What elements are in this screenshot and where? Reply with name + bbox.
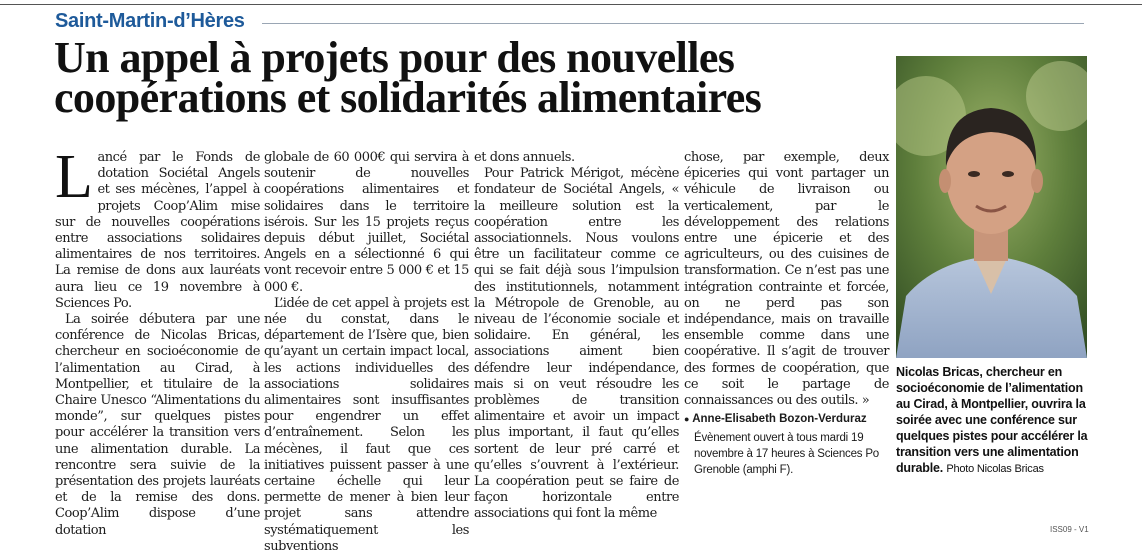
photo-caption <box>896 364 1088 477</box>
article-column-2 <box>264 150 469 555</box>
paragraph: et dons annuels. <box>474 150 575 165</box>
caption-text: Nicolas Bricas, chercheur en socioéconomie de l’alimentation au Cirad, à Montpellier, ouvrira la soirée avec une conférence sur quelques pistes pour accélérer la transition vers une alimentation durable. <box>896 365 1088 475</box>
article-column-1 <box>55 143 260 539</box>
paragraph: chose, par exemple, deux épiceries qui vont partager un véhicule de livraison ou verticalement, par le développement des relations entre une épicerie et des agriculteurs, ou des cuisines de transformation. Ce n’est pas une intégration contrainte et forcée, on ne perd pas son indépendance, mais on travaille ensemble comme dans une coopérative. Il s’agit de trouver des formes de coopération, que ce soit le partage de connaissances ou des outils. » <box>684 150 889 409</box>
portrait-photo <box>896 56 1087 358</box>
event-info: Évènement ouvert à tous mardi 19 novembre à 17 heures à Sciences Po Grenoble (amphi F). <box>694 432 879 477</box>
top-rule <box>0 4 1142 5</box>
article-headline: Un appel à projets pour des nouvelles coopérations et solidarités alimentaires <box>54 33 762 122</box>
rubric-rule <box>262 23 1084 24</box>
author-name: Anne-Elisabeth Bozon-Verduraz <box>692 413 867 426</box>
article-column-4 <box>684 150 889 478</box>
paragraph: L’idée de cet appel à projets est née du constat, dans le département de l’Isère que, bien qu’ayant un certain impact local, les actions individuelles des associations solidaires alimentaires sont insuffisantes pour engendrer un effet d’entraînement. Selon les mécènes, il faut que ces initiatives puissent passer à une certaine échelle qui leur permette de mener à bien leur projet sans attendre systématiquement les subventions <box>264 295 469 554</box>
paragraph: Pour Patrick Mérigot, mécène fondateur de Sociétal Angels, « la meilleure solution est la coopération entre les associationnels. Nous voulons être un facilitateur comme ce qui se fait déjà sous l’impulsion des institutionnels, notamment la Métropole de Grenoble, au niveau de l’économie sociale et solidaire. En général, les associations aiment bien défendre leur indépendance, mais si on veut résoudre les problèmes de transition alimentaire et avoir un impact plus important, il faut qu’elles sortent de leur pré carré et qu’elles s’ouvrent à l’extérieur. La coopération peut se faire de façon horizontale entre associations qui font la même <box>474 166 679 522</box>
author-byline <box>684 411 889 428</box>
section-rubric: Saint-Martin-d’Hères <box>55 10 245 32</box>
page-folio: ISS09 - V1 <box>1050 525 1089 534</box>
paragraph-text: ancé par le Fonds de dotation Sociétal Angels et ses mécènes, l’appel à projets Coop’Alim mise sur de nouvelles coopérations entre associations solidaires alimentaires de nos territoires. La remise de dons aux lauréats aura lieu ce 19 novembre à Sciences Po. <box>55 150 260 311</box>
drop-cap: L <box>55 143 93 211</box>
paragraph: globale de 60 000€ qui servira à soutenir de nouvelles coopérations alimentaires et solidaires dans le territoire isérois. Sur les 15 projets reçus depuis début juillet, Sociétal Angels en a sélectionné 6 qui vont recevoir entre 5 000 € et 15 000 €. <box>264 150 469 295</box>
paragraph <box>55 143 260 312</box>
bullet-icon: ● <box>684 414 690 425</box>
paragraph: La soirée débutera par une conférence de Nicolas Bricas, chercheur en socioéconomie de l’alimentation au Cirad, à Montpellier, et titulaire de la Chaire Unesco “Alimentations du monde”, sur quelques pistes pour accélérer la transition vers une alimentation durable. La rencontre sera suivie de la présentation des projets lauréats et de la remise des dons. Coop’Alim dispose d’une dotation <box>55 312 260 538</box>
article-column-3 <box>474 150 679 523</box>
portrait-image <box>896 56 1087 358</box>
photo-credit: Photo Nicolas Bricas <box>946 463 1044 475</box>
